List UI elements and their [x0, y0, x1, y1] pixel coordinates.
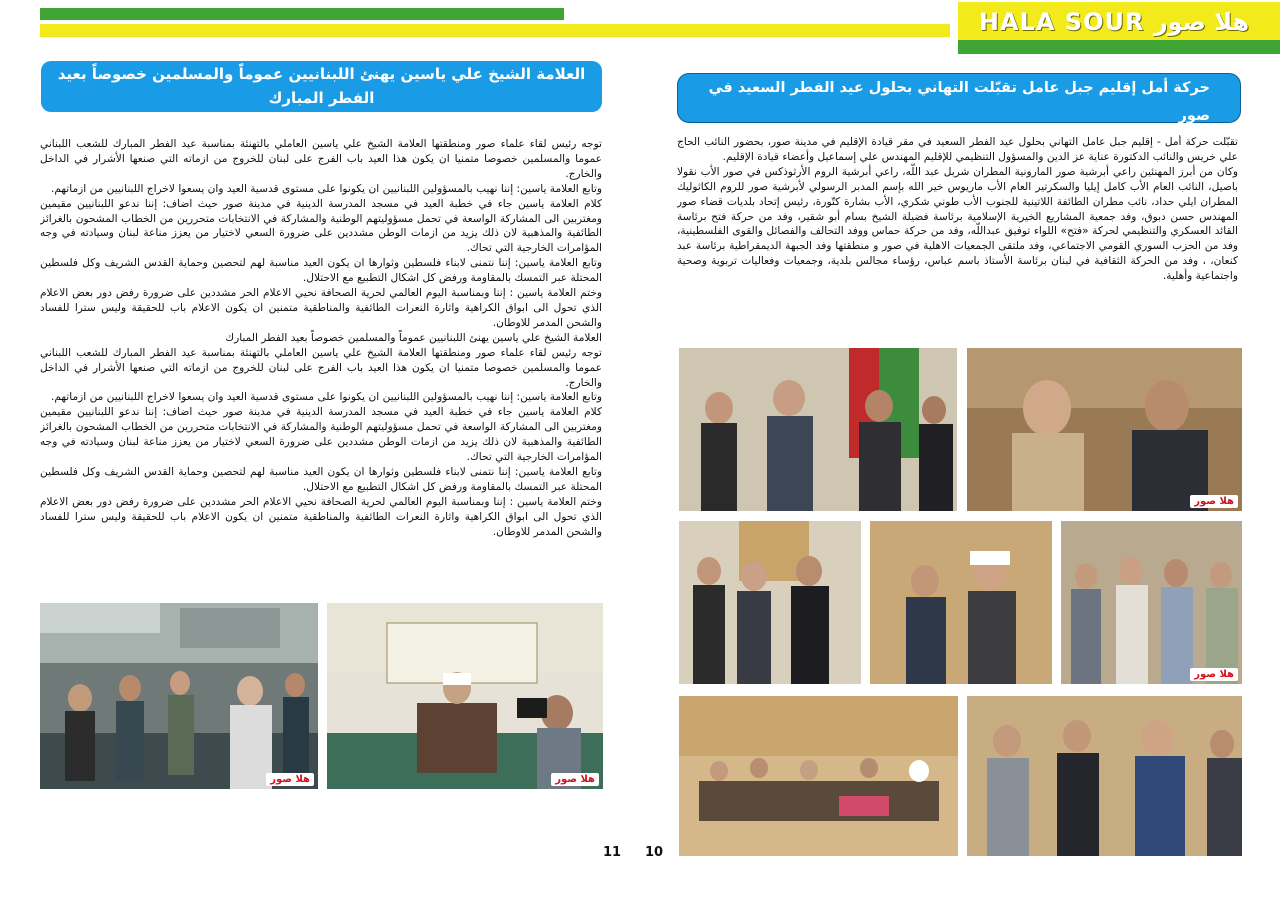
photo-greeting-5 — [1061, 521, 1242, 684]
photo-greeting-4 — [870, 521, 1052, 684]
paragraph: وتابع العلامة ياسين: إننا نهيب بالمسؤولين اللبنانيين ان يكونوا على مستوى قدسية العيد وان يسعوا لاخراج اللبنانيين من ازماتهم. — [51, 391, 602, 404]
top-yellow-bar — [40, 24, 950, 37]
photo-handshake — [967, 696, 1242, 856]
watermark-logo: هلا صور — [551, 773, 599, 786]
paragraph: كلام العلامة ياسين جاء في خطبة العيد في مسجد المدرسة الدينية في مدينة صور حيث اضاف: إننا ندعو اللبنانيين مقيمين ومغتربين الى المشاركة الواسعة في تحمل مسؤوليتهم الوطنية والمشاركة في الانتخابات متحررين من الخطاب المشحون بالغرائز الطائفية والمذهبية لان ذلك يزيد من ازمات الوطن مشددين على ضرورة السعي لاختيار من يعزز مناعة لبنان وسيادته في وجه المؤامرات الخارجية التي تحاك. — [40, 197, 602, 255]
photo-reception-hall — [679, 696, 958, 856]
page-number-right: 10 — [645, 845, 664, 860]
paragraph: وتابع العلامة ياسين: إننا نتمنى لابناء فلسطين وثوارها ان يكون العيد مناسبة لهم لتحصين وحماية القدس الشريف وكل فلسطين المحتلة عبر التمسك بالمقاومة ورفض كل اشكال التطبيع مع الاحتلال. — [40, 465, 602, 493]
brand-banner-green — [958, 40, 1280, 54]
photo-greeting-1 — [679, 348, 957, 511]
watermark-logo: هلا صور — [1190, 668, 1238, 681]
left-article-body — [40, 137, 602, 577]
photo-greeting-3 — [679, 521, 861, 684]
paragraph: تقبّلت حركة أمل - إقليم جبل عامل التهاني بحلول عيد الفطر السعيد في مقر قيادة الإقليم في مدينة صور، بحضور النائب الحاج علي خريس والنائب الدكتورة عناية عز الدين والمسؤول التنظيمي للإقليم المهندس علي إسماعيل وأعضاء قيادة الإقليم. — [677, 136, 1238, 163]
right-article-body — [677, 135, 1238, 343]
paragraph: وتابع العلامة ياسين: إننا نهيب بالمسؤولين اللبنانيين ان يكونوا على مستوى قدسية العيد وان يسعوا لاخراج اللبنانيين من ازماتهم. — [51, 182, 602, 195]
paragraph: وختم العلامة ياسين : إننا وبمناسبة اليوم العالمي لحرية الصحافة نحيي الاعلام الحر مشددين على ضرورة رفض دور بعض الاعلام الذي تحول الى ابواق الكراهية واثارة النعرات الطائفية والمناطقية متمنين ان يكون الاعلام باب للحقيقة وليس سترا للفساد والشحن المدمر للاوطان. — [40, 287, 602, 329]
photo-sermon — [327, 603, 603, 789]
watermark-logo: هلا صور — [1190, 495, 1238, 508]
page-number-left: 11 — [603, 845, 622, 860]
watermark-logo: هلا صور — [266, 773, 314, 786]
paragraph: وكان من أبرز المهنئين راعي أبرشية صور المارونية المطران شربل عبد اللّه، راعي أبرشية الروم الأرثوذكس في صور الأب نقولا باصيل، النائب العام الأب كامل إيليا والسكرتير العام الأب ماريوس خير الله بإسم المدبر الرسولي لأبرشية صور للروم الكاثوليك المطران ايلي حداد، نائب مطران الطائفة اللاتينية للجنوب الأب طوني شكري، الأب بشارة كتّورة، رئيس إتحاد بلديات قضاء صور المهندس حسن دبوق، وفد جمعية المشاريع الخيرية الإسلامية برئاسة فضيلة الشيخ بسام أبو شقير، وفد من حركة فتح برئاسة القائد العسكري والتنظيمي لحركة «فتح» اللواء توفيق عبداللّه، وفد من حركة حماس ووفد التحالف والفصائل والقوى الفلسطينية، وفد من الحزب السوري القومي الاجتماعي، وفد ملتقى الجمعيات الاهلية في صور و منطقتها وفد الجبهة الديمقراطية برئاسة عبد كنعان، ، وفد من الحركة الثقافية في لبنان برئاسة الأستاذ باسم عباس، رؤساء مجالس بلدية، وجمعيات وفعاليات تربوية وصحية واجتماعية وأهلية. — [677, 165, 1238, 283]
top-green-bar — [40, 8, 564, 20]
paragraph: توجه رئيس لقاء علماء صور ومنطقتها العلامة الشيخ علي ياسين العاملي بالتهنئة بمناسبة عيد الفطر المبارك للشعب اللبناني عموما والمسلمين خصوصا متمنيا ان يكون هذا العيد باب الفرج على لبنان للخروج من ازماته التي صنعها الأشرار في الداخل والخارج. — [40, 346, 602, 389]
right-article-title: حركة أمل إقليم جبل عامل تقبّلت التهاني بحلول عيد الفطر السعيد في صور — [677, 73, 1241, 123]
paragraph: وختم العلامة ياسين : إننا وبمناسبة اليوم العالمي لحرية الصحافة نحيي الاعلام الحر مشددين على ضرورة رفض دور بعض الاعلام الذي تحول الى ابواق الكراهية واثارة النعرات الطائفية والمناطقية متمنين ان يكون الاعلام باب للحقيقة وليس سترا للفساد والشحن المدمر للاوطان. — [40, 495, 602, 538]
photo-eid-prayer — [40, 603, 318, 789]
paragraph: توجه رئيس لقاء علماء صور ومنطقتها العلامة الشيخ علي ياسين العاملي بالتهنئة بمناسبة عيد الفطر المبارك للشعب اللبناني عموما والمسلمين خصوصا متمنيا ان يكون هذا العيد باب الفرج على لبنان للخروج من ازماته التي صنعها الأشرار في الداخل والخارج. — [40, 138, 602, 180]
paragraph: كلام العلامة ياسين جاء في خطبة العيد في مسجد المدرسة الدينية في مدينة صور حيث اضاف: إننا ندعو اللبنانيين مقيمين ومغتربين الى المشاركة الواسعة في تحمل مسؤوليتهم الوطنية والمشاركة في الانتخابات متحررين من الخطاب المشحون بالغرائز الطائفية والمذهبية لان ذلك يزيد من ازمات الوطن مشددين على ضرورة السعي لاختيار من يعزز مناعة لبنان وسيادته في وجه المؤامرات الخارجية التي تحاك. — [40, 406, 602, 464]
brand-logo: HALA SOUR هلا صور — [978, 8, 1250, 36]
paragraph: وتابع العلامة ياسين: إننا نتمنى لابناء فلسطين وثوارها ان يكون العيد مناسبة لهم لتحصين وحماية القدس الشريف وكل فلسطين المحتلة عبر التمسك بالمقاومة ورفض كل اشكال التطبيع مع الاحتلال. — [40, 257, 602, 285]
left-article-title: العلامة الشيخ علي ياسين يهنئ اللبنانيين عموماً والمسلمين خصوصاً بعيد الفطر المبارك — [41, 61, 602, 112]
photo-greeting-2 — [967, 348, 1242, 511]
paragraph: العلامة الشيخ علي ياسين يهنئ اللبنانيين عموماً والمسلمين خصوصاً بعيد الفطر المبارك — [225, 331, 602, 344]
